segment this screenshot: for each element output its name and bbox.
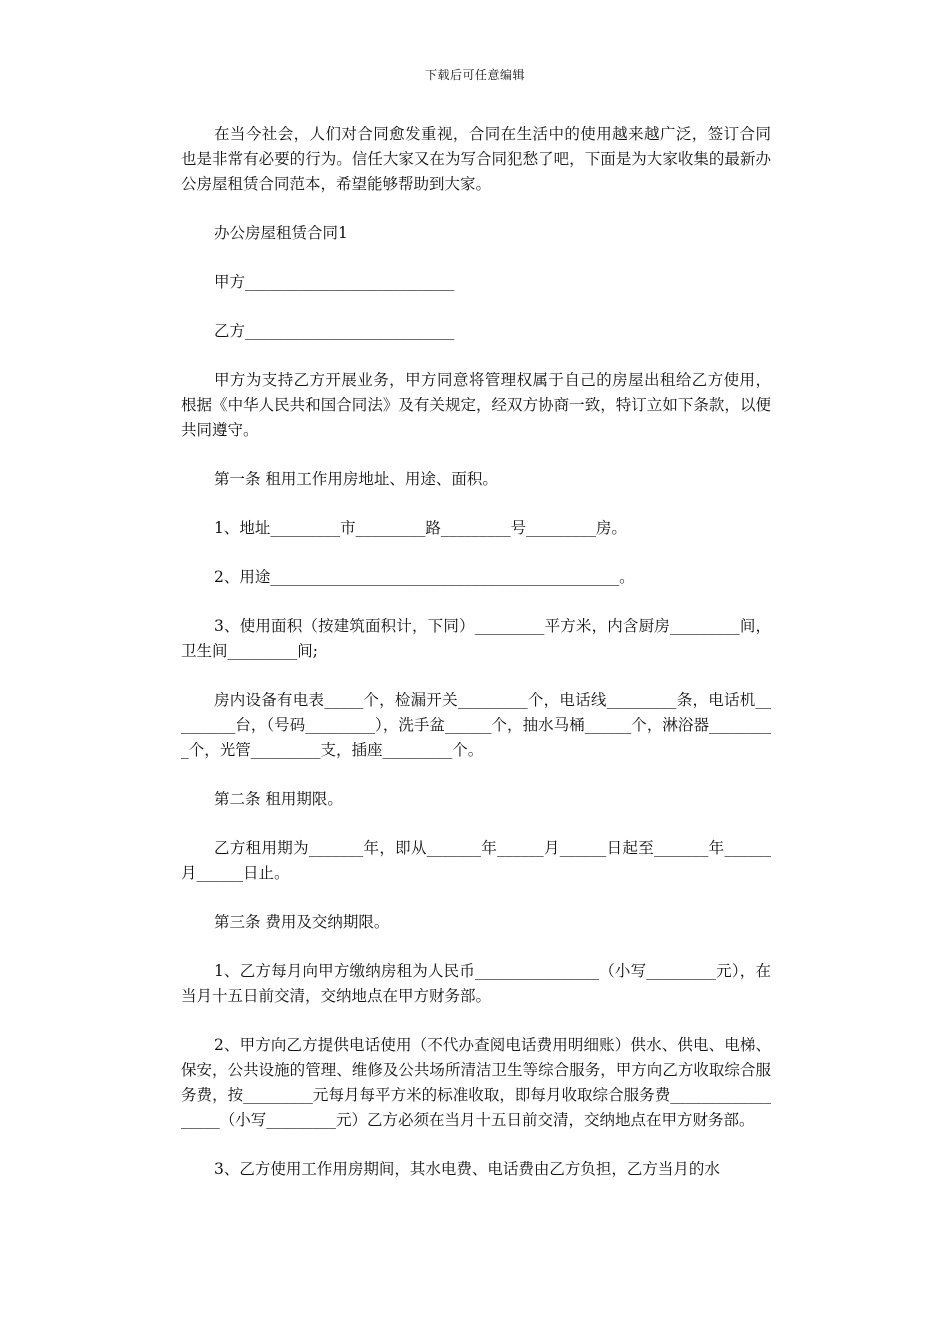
article-1-heading: 第一条 租用工作用房地址、用途、面积。 [214, 470, 498, 488]
equipment-clause: 房内设备有电表_____个，检漏开关_________个，电话线_________条，电话机_________台，（号码_________），洗手盆______个，抽水马桶______个，淋浴器_________个，光管_________支，插座_________个。 [181, 691, 771, 759]
intro-paragraph: 在当今社会，人们对合同愈发重视，合同在生活中的使用越来越广泛，签订合同也是非常有必要的行为。信任大家又在为写合同犯愁了吧，下面是为大家收集的最新办公房屋租赁合同范本，希望能够帮助到大家。 [181, 125, 771, 193]
usage-clause: 2、用途_____________________________________________。 [214, 568, 635, 586]
article-2-heading: 第二条 租用期限。 [214, 790, 343, 808]
contract-title: 办公房屋租赁合同1 [214, 224, 348, 242]
service-fee-clause: 2、甲方向乙方提供电话使用（不代办查阅电话费用明细账）供水、供电、电梯、保安，公共设施的管理、维修及公共场所清洁卫生等综合服务，甲方向乙方收取综合服务费，按_________元每月每平方米的标准收取，即每月收取综合服务费__________________（小写_________元）乙方必须在当月十五日前交清，交纳地点在甲方财务部。 [181, 1036, 771, 1129]
rent-clause: 1、乙方每月向甲方缴纳房租为人民币________________（小写_________元），在当月十五日前交清，交纳地点在甲方财务部。 [181, 962, 771, 1005]
party-a-line: 甲方___________________________ [214, 273, 455, 291]
party-b-line: 乙方___________________________ [214, 322, 455, 340]
term-clause: 乙方租用期为_______年，即从_______年______月______日起至_______年______月______日止。 [181, 839, 771, 882]
page-header: 下载后可任意编辑 [424, 68, 525, 82]
article-3-heading: 第三条 费用及交纳期限。 [214, 913, 390, 931]
address-clause: 1、地址_________市_________路_________号_________房。 [214, 519, 627, 537]
preamble-paragraph: 甲方为支持乙方开展业务，甲方同意将管理权属于自己的房屋出租给乙方使用，根据《中华人民共和国合同法》及有关规定，经双方协商一致，特订立如下条款，以便共同遵守。 [181, 371, 771, 439]
document-body [181, 122, 771, 1206]
utilities-clause: 3、乙方使用工作用房期间，其水电费、电话费由乙方负担，乙方当月的水 [214, 1160, 720, 1178]
area-clause: 3、使用面积（按建筑面积计，下同）_________平方米，内含厨房_________间，卫生间_________间; [181, 617, 771, 660]
